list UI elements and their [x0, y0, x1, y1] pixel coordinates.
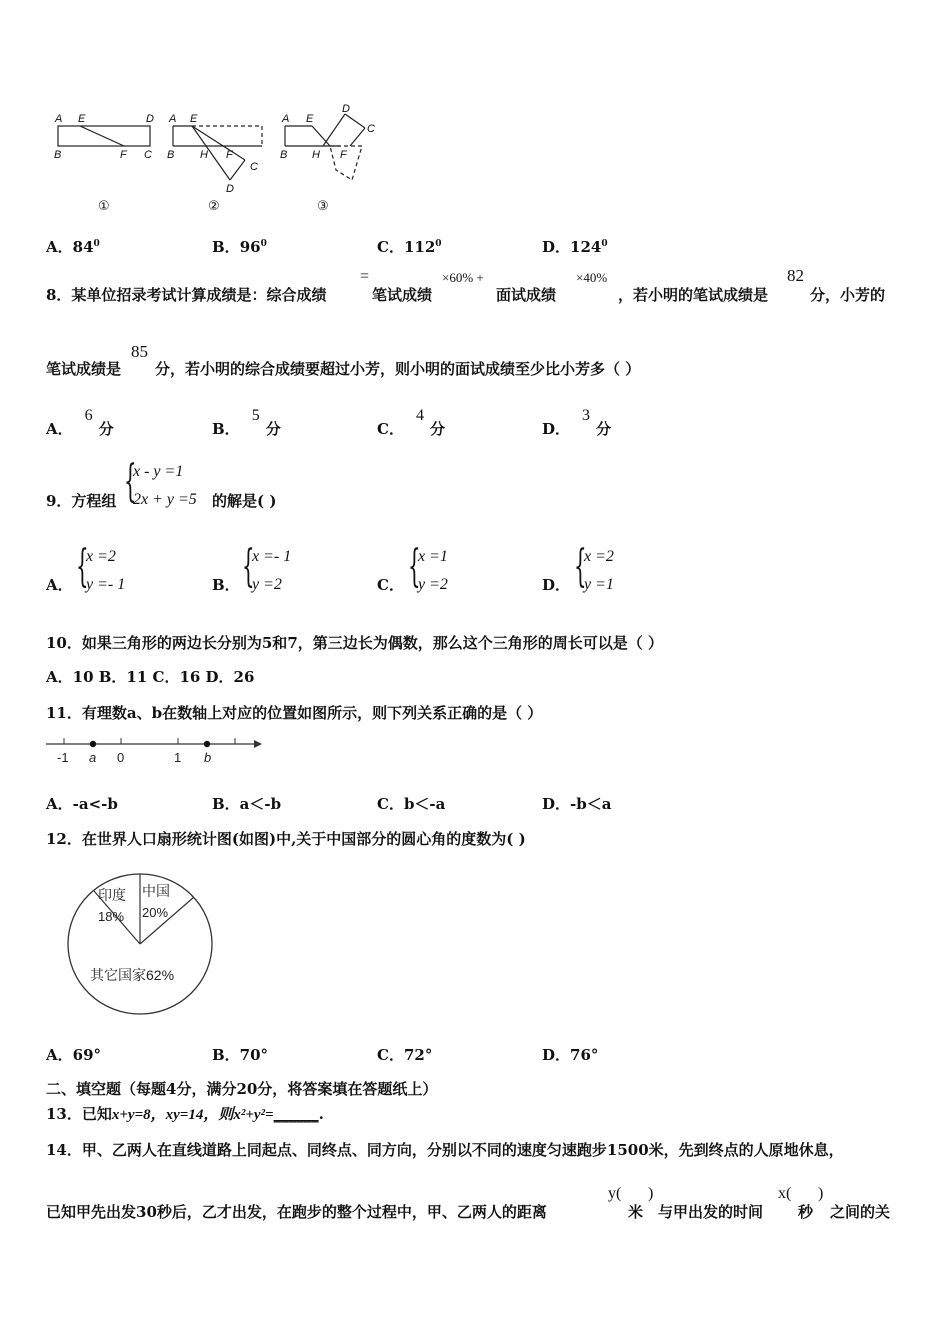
q9-option-b-line1: x =- 1 — [252, 548, 292, 565]
q8-times40: ×40% — [576, 270, 608, 285]
q14-line2b: 之间的关 — [830, 1203, 891, 1221]
q12-option-a[interactable]: A．69° — [46, 1046, 102, 1064]
q11-option-d[interactable]: D．-b＜a — [542, 795, 612, 813]
q8-score-xiaofang: 85 — [131, 342, 148, 361]
axis-zero: 0 — [117, 750, 125, 765]
figure-3 — [285, 114, 365, 180]
q7-option-c[interactable]: C．$112^0$ — [377, 238, 442, 256]
geometry-figures — [40, 100, 400, 220]
fig-label-1: ① — [98, 198, 110, 213]
q8-text-1: 8．某单位招录考试计算成绩是：综合成绩 — [46, 286, 327, 304]
f2-H: H — [200, 149, 208, 161]
q9-option-c-letter: C． — [377, 576, 404, 594]
q13-prefix: 13．已知 — [46, 1105, 112, 1123]
q8-times60: ×60% + — [442, 270, 484, 285]
q9-option-a-line1: x =2 — [86, 548, 116, 565]
f2-F: F — [226, 149, 233, 161]
f3-A: A — [282, 113, 290, 125]
pie-india-label: 印度 — [98, 887, 126, 903]
pie-india-pct: 18% — [98, 909, 125, 924]
q8-line2-b: 分，若小明的综合成绩要超过小芳，则小明的面试成绩至少比小芳多（ ） — [155, 360, 641, 378]
f3-E: E — [306, 113, 314, 125]
q9-eq2: 2x + y =5 — [133, 491, 197, 508]
f2-B: B — [167, 149, 175, 161]
section-2-heading: 二、填空题（每题4分，满分20分，将答案填在答题纸上） — [46, 1080, 438, 1098]
q9-option-a-line2: y =- 1 — [86, 576, 126, 593]
q14-y-close: ) — [648, 1185, 654, 1202]
f2-E: E — [190, 113, 198, 125]
point-b — [204, 741, 210, 747]
q9-suffix: 的解是( ) — [212, 492, 277, 510]
q8-text-2: 笔试成绩 — [372, 286, 433, 304]
q8-equals: = — [360, 268, 370, 285]
q14-x-var: x( — [778, 1185, 792, 1202]
figure-1 — [58, 126, 150, 146]
axis-a: a — [89, 750, 97, 765]
f1-F: F — [120, 149, 127, 161]
q8-score-xiaoming: 82 — [787, 266, 804, 285]
q13-expression: x²+y²= — [233, 1107, 274, 1123]
q8-option-b[interactable]: B．5分 — [212, 407, 281, 438]
q11-option-c[interactable]: C．b＜-a — [377, 795, 446, 813]
q9-option-b-brace: { — [242, 541, 255, 592]
q14-mid: 与甲出发的时间 — [658, 1203, 764, 1221]
f1-D: D — [146, 113, 154, 125]
q7-option-b[interactable]: B．$96^0$ — [212, 238, 267, 256]
q10-options[interactable]: A．10 B．11 C．16 D．26 — [46, 668, 255, 686]
f3-D: D — [342, 103, 350, 115]
q13-blank[interactable]: ______ — [273, 1105, 319, 1123]
q11-option-b[interactable]: B．a＜-b — [212, 795, 282, 813]
q14-x-close: ) — [818, 1185, 824, 1202]
fig-label-3: ③ — [317, 198, 329, 213]
q8-text-4: ，若小明的笔试成绩是 — [618, 286, 769, 304]
q9-option-b-letter: B． — [212, 576, 240, 594]
q12-option-c[interactable]: C．72° — [377, 1046, 433, 1064]
point-a — [90, 741, 96, 747]
f1-C: C — [144, 149, 152, 161]
q9-option-a-letter: A． — [46, 576, 73, 594]
pie-china-label: 中国 — [142, 883, 170, 899]
q9-option-d-line1: x =2 — [584, 548, 614, 565]
q9-eq1: x - y =1 — [133, 463, 184, 480]
q12-option-d[interactable]: D．76° — [542, 1046, 599, 1064]
q7-option-d[interactable]: D．$124^0$ — [542, 238, 608, 256]
axis-minus-one: -1 — [57, 750, 69, 765]
q8-text-5: 分，小芳的 — [810, 286, 886, 304]
q9-option-c-brace: { — [408, 541, 421, 592]
q11-option-a[interactable]: A．-a<-b — [46, 795, 118, 813]
q11-text: 11．有理数a、b在数轴上对应的位置如图所示，则下列关系正确的是（ ） — [46, 704, 543, 722]
f1-A: A — [55, 113, 63, 125]
f3-C: C — [367, 123, 375, 135]
q9-option-c-line2: y =2 — [418, 576, 448, 593]
f2-A: A — [169, 113, 177, 125]
question-13 — [46, 1103, 324, 1124]
f2-C: C — [250, 161, 258, 173]
f1-E: E — [78, 113, 86, 125]
pie-other-label: 其它国家62% — [90, 967, 175, 983]
q13-end: . — [318, 1105, 324, 1123]
f3-H: H — [312, 149, 320, 161]
q12-text: 12．在世界人口扇形统计图(如图)中,关于中国部分的圆心角的度数为( ) — [46, 830, 526, 848]
q14-line2a: 已知甲先出发30秒后，乙才出发，在跑步的整个过程中，甲、乙两人的距离 — [46, 1203, 547, 1221]
q12-option-b[interactable]: B．70° — [212, 1046, 269, 1064]
q8-option-c[interactable]: C．4分 — [377, 407, 445, 438]
q9-brace: { — [124, 456, 137, 507]
q9-prefix: 9．方程组 — [46, 492, 117, 510]
pie-chart — [64, 870, 216, 1018]
q9-option-b-line2: y =2 — [252, 576, 282, 593]
q8-option-d[interactable]: D．3分 — [542, 407, 612, 438]
q8-text-3: 面试成绩 — [496, 286, 557, 304]
f3-F: F — [340, 149, 347, 161]
q13-condition: x+y=8，xy=14，则 — [111, 1107, 234, 1123]
q8-option-a[interactable]: A．6分 — [46, 407, 114, 438]
q9-option-d-letter: D． — [542, 576, 571, 594]
q8-line2-a: 笔试成绩是 — [46, 360, 122, 378]
fig-label-2: ② — [208, 198, 220, 213]
f2-D: D — [226, 183, 234, 195]
axis-b: b — [204, 750, 212, 765]
axis-one: 1 — [174, 750, 182, 765]
q10-text: 10．如果三角形的两边长分别为5和7，第三边长为偶数，那么这个三角形的周长可以是（ ） — [46, 634, 663, 652]
q14-y-var: y( — [608, 1185, 622, 1202]
q14-x-unit: 秒 — [798, 1203, 814, 1221]
q14-y-unit: 米 — [628, 1203, 644, 1221]
f1-B: B — [54, 149, 62, 161]
number-line — [40, 732, 270, 768]
q9-option-d-brace: { — [574, 541, 587, 592]
pie-china-pct: 20% — [142, 905, 169, 920]
f3-B: B — [280, 149, 288, 161]
q7-option-a[interactable]: A．$84^0$ — [46, 238, 100, 256]
q9-option-a-brace: { — [76, 541, 89, 592]
q9-option-d-line2: y =1 — [584, 576, 614, 593]
q9-option-c-line1: x =1 — [418, 548, 448, 565]
q14-line1: 14．甲、乙两人在直线道路上同起点、同终点、同方向，分别以不同的速度匀速跑步1500米，先到终点的人原地休息， — [46, 1141, 844, 1159]
figure-2 — [173, 126, 262, 180]
